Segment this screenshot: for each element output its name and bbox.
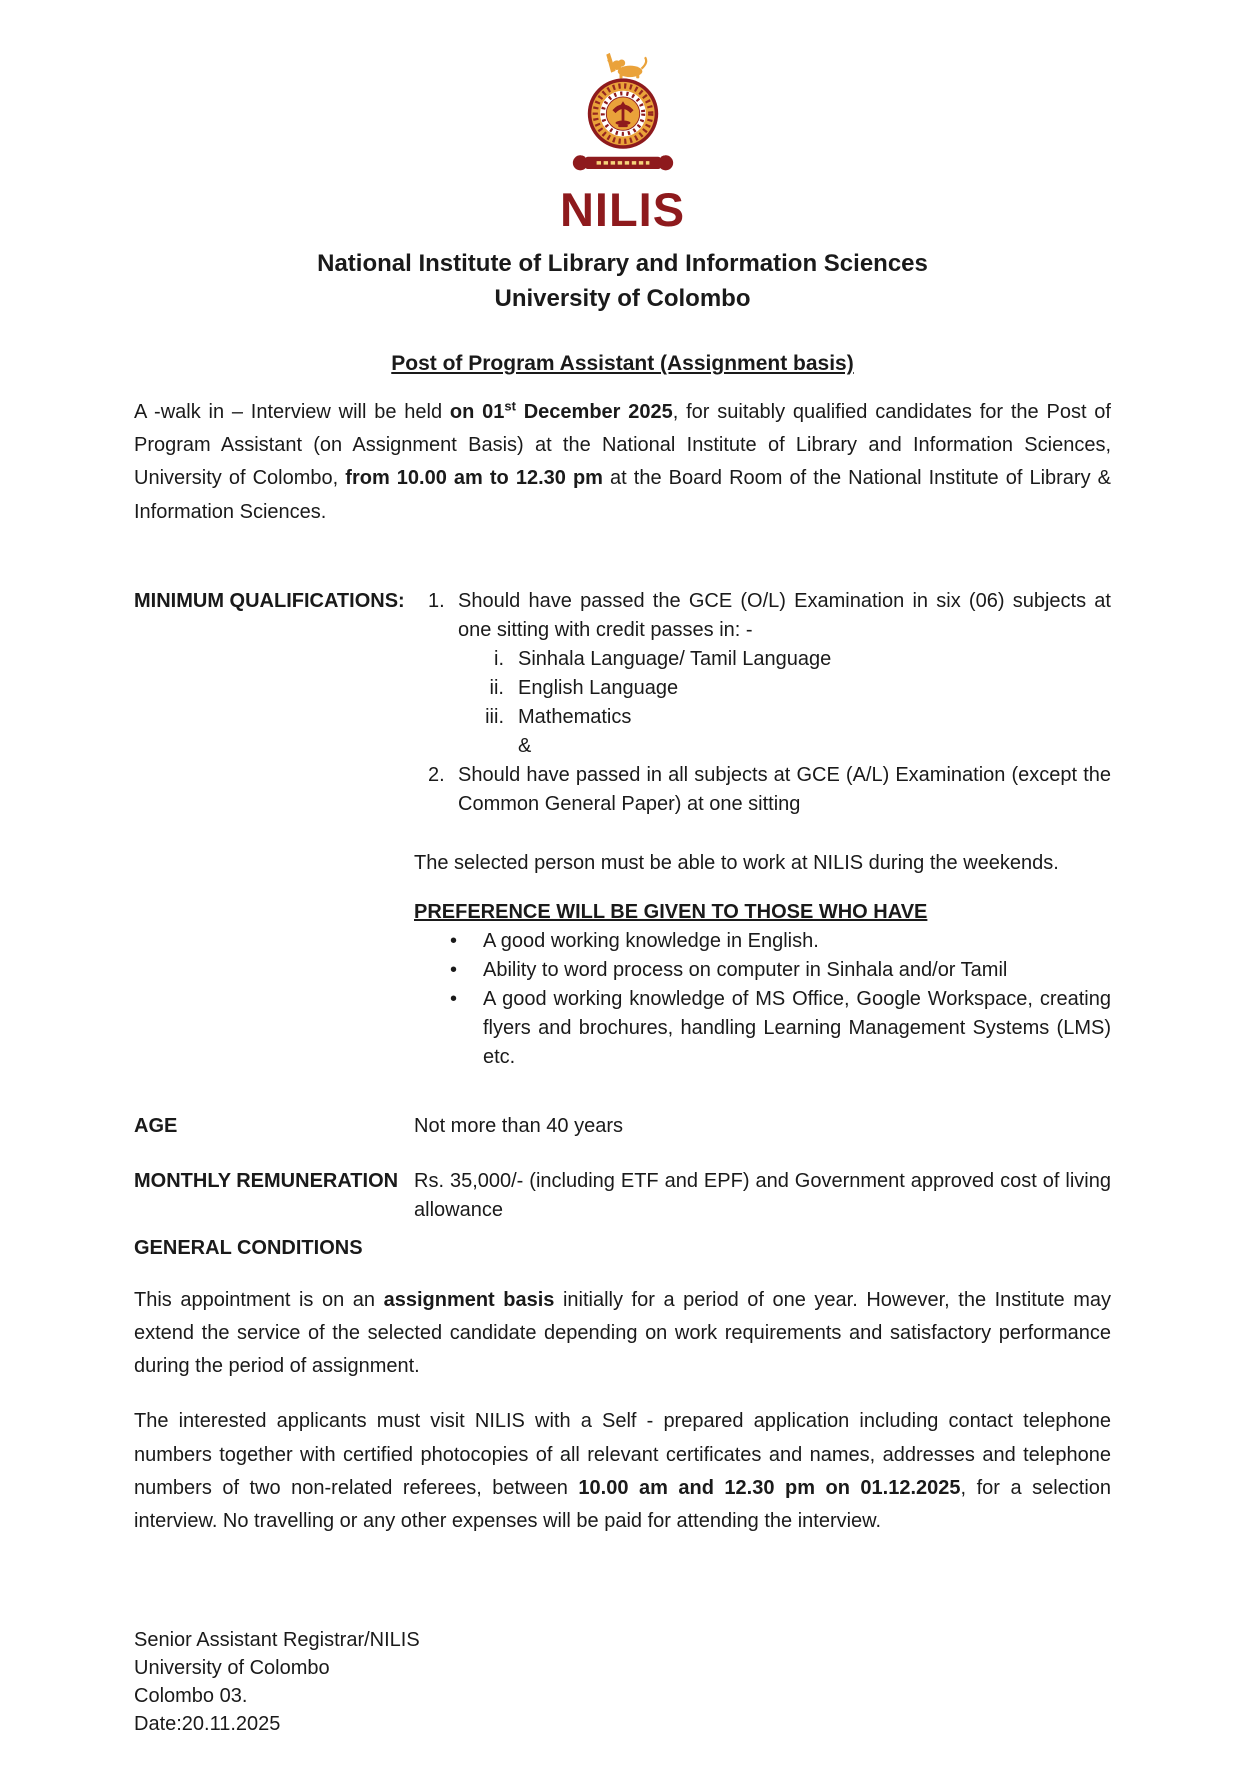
- ordinal-superscript: st: [504, 398, 516, 414]
- subject-name: English Language: [518, 676, 679, 699]
- preference-text: Ability to word process on computer in Sinhala and/or Tamil: [483, 958, 1008, 981]
- scroll-banner-icon: [572, 155, 672, 170]
- minimum-qualifications-label: MINIMUM QUALIFICATIONS:: [134, 589, 405, 612]
- letterhead: [134, 52, 1111, 314]
- interview-time: from 10.00 am to 12.30 pm: [345, 467, 603, 490]
- preference-item: [414, 985, 1111, 1072]
- intro-text-1: A -walk in – Interview will be held: [134, 401, 450, 423]
- intro-text-2: , for suitably qualified candidates for the Post of Program Assistant (on Assignment Basis) at the National Institute of Library and Information Sciences, University of Colombo,: [134, 401, 1111, 490]
- signatory-institution: University of Colombo: [134, 1657, 330, 1680]
- item-number: 1.: [428, 589, 445, 612]
- qualification-item-2: [414, 761, 1111, 819]
- roman-number: i.: [494, 647, 504, 670]
- post-title: Post of Program Assistant (Assignment basis): [391, 352, 854, 375]
- gc2-text-2: , for a selection interview. No travelling or any other expenses will be paid for attending the interview.: [134, 1476, 1112, 1532]
- item-text: Should have passed in all subjects at GCE (A/L) Examination (except the Common General Paper) at one sitting: [458, 763, 1111, 815]
- credit-pass-subjects-list: [414, 645, 1111, 761]
- list-item: [474, 674, 1111, 703]
- intro-text-3: at the Board Room of the National Institute of Library & Information Sciences.: [134, 467, 1111, 523]
- preference-text: A good working knowledge of MS Office, Google Workspace, creating flyers and brochures, handling Learning Management Systems (LMS) etc.: [483, 987, 1111, 1068]
- signatory-title: Senior Assistant Registrar/NILIS: [134, 1629, 420, 1652]
- notice-date: Date:20.11.2025: [134, 1713, 281, 1736]
- preference-heading: PREFERENCE WILL BE GIVEN TO THOSE WHO HAVE: [414, 900, 928, 923]
- application-window-emphasis: 10.00 am and 12.30 pm on 01.12.2025: [578, 1476, 961, 1499]
- university-of-colombo-crest-icon: [548, 52, 698, 184]
- list-item: [474, 645, 1111, 674]
- bullet-icon: •: [450, 987, 458, 1010]
- nilis-wordmark: NILIS: [559, 183, 686, 236]
- gc1-text-2: initially for a period of one year. However, the Institute may extend the service of the selected candidate depending on work requirements and satisfactory performance during the period of assignment.: [134, 1288, 1111, 1378]
- subject-name: Sinhala Language/ Tamil Language: [518, 647, 832, 670]
- bullet-icon: •: [450, 929, 458, 952]
- preference-item: [414, 956, 1111, 985]
- interview-date: on 01st December 2025: [449, 398, 673, 423]
- minimum-qualifications-content: [414, 587, 1111, 1072]
- signatory-address: Colombo 03.: [134, 1685, 248, 1708]
- item-number: 2.: [428, 763, 445, 786]
- age-label: AGE: [134, 1114, 178, 1137]
- bullet-icon: •: [450, 958, 458, 981]
- gc1-text-1: This appointment is on an: [134, 1288, 384, 1311]
- assignment-basis-emphasis: assignment basis: [383, 1288, 555, 1311]
- signature-block: [134, 1626, 1111, 1738]
- intro-paragraph: [134, 396, 1111, 529]
- lion-with-sword-icon: [606, 53, 646, 79]
- institute-name: National Institute of Library and Information Sciences: [317, 250, 928, 277]
- age-section: [134, 1112, 1111, 1141]
- minimum-qualifications-section: [134, 587, 1111, 1072]
- post-title-row: [134, 352, 1111, 376]
- general-conditions-heading: GENERAL CONDITIONS: [134, 1236, 363, 1259]
- general-conditions-paragraph-1: [134, 1284, 1111, 1384]
- general-conditions-paragraph-2: [134, 1405, 1111, 1538]
- preference-item: [414, 927, 1111, 956]
- weekend-availability-note: The selected person must be able to work at NILIS during the weekends.: [414, 851, 1059, 874]
- remuneration-section: [134, 1167, 1111, 1225]
- item-text: Should have passed the GCE (O/L) Examination in six (06) subjects at one sitting with credit passes in: -: [458, 589, 1111, 641]
- list-item: [474, 703, 1111, 732]
- roman-number: iii.: [485, 705, 504, 728]
- preference-text: A good working knowledge in English.: [483, 929, 819, 952]
- university-name: University of Colombo: [494, 285, 751, 312]
- roman-number: ii.: [489, 676, 504, 699]
- qualification-item-1: [414, 587, 1111, 645]
- subject-name: Mathematics: [518, 705, 632, 728]
- ampersand: &: [518, 734, 532, 757]
- remuneration-value: Rs. 35,000/- (including ETF and EPF) and Government approved cost of living allowance: [414, 1169, 1111, 1221]
- remuneration-label: MONTHLY REMUNERATION: [134, 1169, 399, 1192]
- gc2-text-1: The interested applicants must visit NILIS with a Self - prepared application including contact telephone numbers together with certified photocopies of all relevant certificates and names, addresses and telephone numbers of two non-related referees, between: [134, 1410, 1111, 1499]
- age-value: Not more than 40 years: [414, 1114, 623, 1137]
